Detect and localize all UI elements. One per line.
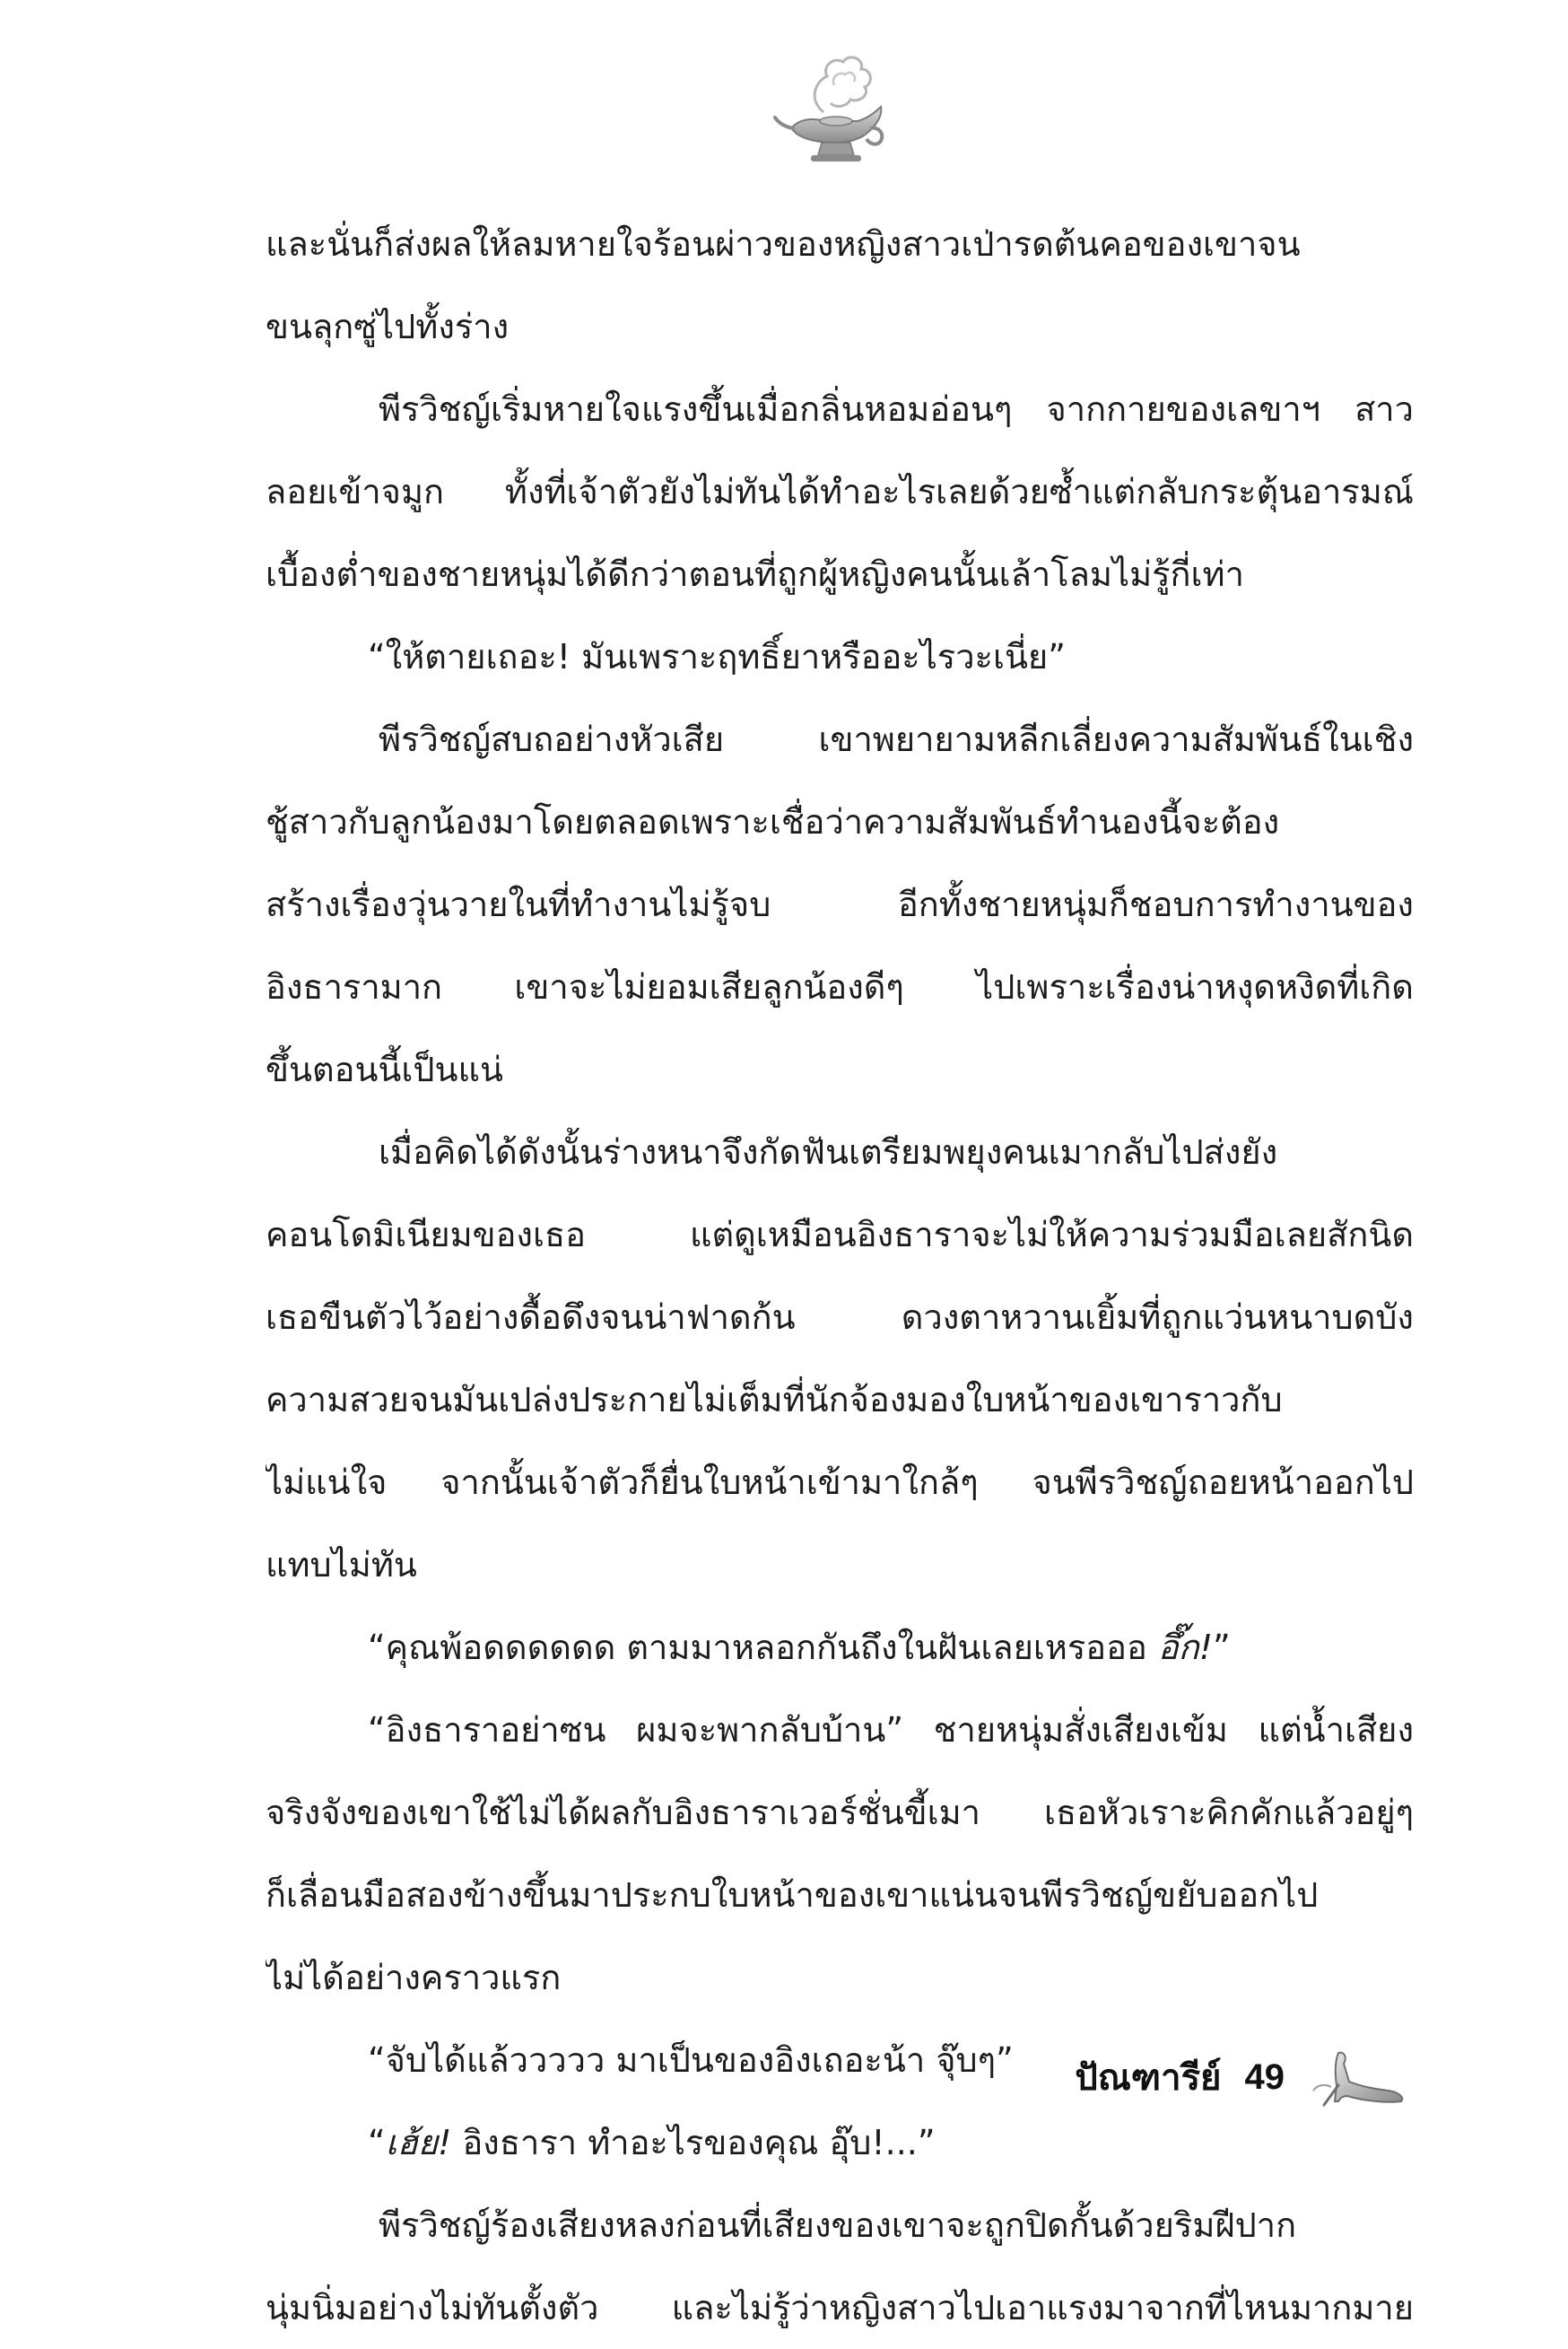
dialogue-text: อิงธารา ทำอะไรของคุณ อุ๊บ!...” — [451, 2123, 936, 2162]
closing-quote: ” — [1212, 1628, 1231, 1667]
dialogue-emphasis: เฮ้ย! — [385, 2123, 452, 2162]
dialogue-emphasis: อึ๊ก! — [1157, 1628, 1213, 1667]
paragraph-line: ขึ้นตอนนี้เป็นแน่ — [266, 1050, 503, 1089]
paragraph-line: พีรวิชญ์สบถอย่างหัวเสีย เขาพยายามหลีกเลี่ยงความสัมพันธ์ในเชิง — [379, 720, 1414, 759]
body-text — [266, 203, 1414, 2349]
paragraph-line: คอนโดมิเนียมของเธอ แต่ดูเหมือนอิงธาราจะไม่ให้ความร่วมมือเลยสักนิด — [266, 1215, 1414, 1254]
book-title: ปัณฑารีย์ — [1075, 2057, 1222, 2099]
paragraph-line: ชู้สาวกับลูกน้องมาโดยตลอดเพราะเชื่อว่าความสัมพันธ์ทำนองนี้จะต้อง — [266, 802, 1280, 842]
dialogue-line: “อิงธาราอย่าซน ผมจะพากลับบ้าน” ชายหนุ่มสั่งเสียงเข้ม แต่น้ำเสียง — [368, 1710, 1414, 1750]
paragraph-line: และนั่นก็ส่งผลให้ลมหายใจร้อนผ่าวของหญิงสาวเป่ารดต้นคอของเขาจน — [266, 224, 1301, 264]
paragraph-line: ไม่ได้อย่างคราวแรก — [266, 1958, 562, 1997]
opening-quote: “ — [368, 2123, 386, 2162]
paragraph-line: สร้างเรื่องวุ่นวายในที่ทำงานไม่รู้จบ อีกทั้งชายหนุ่มก็ชอบการทำงานของ — [266, 885, 1414, 924]
dialogue-line: “จับได้แล้ววววว มาเป็นของอิงเถอะน้า จุ๊บๆ” — [368, 2040, 1014, 2080]
paragraph-line: นุ่มนิ่มอย่างไม่ทันตั้งตัว และไม่รู้ว่าหญิงสาวไปเอาแรงมาจากที่ไหนมากมาย — [266, 2288, 1414, 2327]
paragraph-line: เมื่อคิดได้ดังนั้นร่างหนาจึงกัดฟันเตรียมพยุงคนเมากลับไปส่งยัง — [379, 1132, 1278, 1172]
paragraph-line: ลอยเข้าจมูก ทั้งที่เจ้าตัวยังไม่ทันได้ทำอะไรเลยด้วยซ้ำแต่กลับกระตุ้นอารมณ์ — [266, 472, 1414, 511]
genie-lamp-icon — [771, 49, 893, 170]
paragraph-line: พีรวิชญ์ร้องเสียงหลงก่อนที่เสียงของเขาจะถูกปิดกั้นด้วยริมฝีปาก — [379, 2205, 1297, 2245]
paragraph-line: แทบไม่ทัน — [266, 1545, 417, 1585]
dialogue-line — [266, 1606, 1414, 1689]
paragraph-line: ก็เลื่อนมือสองข้างขึ้นมาประกบใบหน้าของเขาแน่นจนพีรวิชญ์ขยับออกไป — [266, 1875, 1319, 1915]
page-footer — [1075, 2037, 1407, 2118]
page-number: 49 — [1244, 2056, 1285, 2097]
paragraph-line: ขนลุกซู่ไปทั้งร่าง — [266, 307, 510, 346]
paragraph-line: พีรวิชญ์เริ่มหายใจแรงขึ้นเมื่อกลิ่นหอมอ่อนๆ จากกายของเลขาฯ สาว — [379, 389, 1414, 429]
high-heel-shoe-icon — [1308, 2046, 1407, 2109]
paragraph-line: อิงธารามาก เขาจะไม่ยอมเสียลูกน้องดีๆ ไปเพราะเรื่องน่าหงุดหงิดที่เกิด — [266, 967, 1414, 1007]
paragraph-line: เธอขืนตัวไว้อย่างดื้อดึงจนน่าฟาดก้น ดวงตาหวานเยิ้มที่ถูกแว่นหนาบดบัง — [266, 1297, 1414, 1337]
paragraph-line: เบื้องต่ำของชายหนุ่มได้ดีกว่าตอนที่ถูกผู้หญิงคนนั้นเล้าโลมไม่รู้กี่เท่า — [266, 555, 1244, 594]
paragraph-line: จริงจังของเขาใช้ไม่ได้ผลกับอิงธาราเวอร์ชั่นขี้เมา เธอหัวเราะคิกคักแล้วอยู่ๆ — [266, 1793, 1414, 1832]
paragraph-line: ไม่แน่ใจ จากนั้นเจ้าตัวก็ยื่นใบหน้าเข้ามาใกล้ๆ จนพีรวิชญ์ถอยหน้าออกไป — [266, 1463, 1414, 1502]
dialogue-line: “ให้ตายเถอะ! มันเพราะฤทธิ์ยาหรืออะไรวะเนี่ย” — [368, 637, 1066, 677]
paragraph-line: ความสวยจนมันเปล่งประกายไม่เต็มที่นักจ้องมองใบหน้าของเขาราวกับ — [266, 1380, 1283, 1419]
dialogue-text: “คุณพ้อดดดดดด ตามมาหลอกกันถึงในฝันเลยเหรอออ — [368, 1628, 1158, 1667]
